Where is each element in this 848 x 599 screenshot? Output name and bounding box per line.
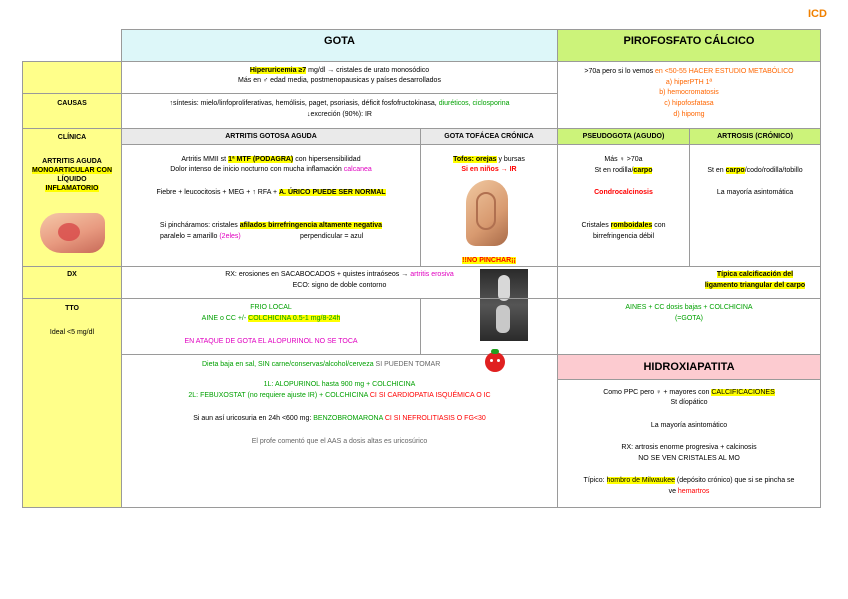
gota-causas-line-1: ↑síntesis: mielo/linfoproliferativas, hemólisis, paget, psoriasis, déficit fosfofructokinasa, diuréticos, ciclosporina	[169, 100, 510, 107]
left-divider-dx	[22, 266, 122, 267]
ear-inner-fold	[476, 192, 496, 230]
pseudo-line-3: Condrocalcinosis	[594, 189, 653, 196]
aguda-line-5b: perpendicular = azul	[300, 233, 364, 240]
diet-line: Dieta baja en sal, SIN carne/conservas/alcohol/cerveza SI PUEDEN TOMAR	[202, 361, 441, 368]
piro-causas-line-1: >70a pero si lo vemos en <50-55 HACER ESTUDIO METABÓLICO	[584, 68, 794, 75]
gota-def-line-2: Más en ♂ edad media, postmenopausicas y países desarrollados	[238, 77, 441, 84]
left-divider-clinica	[22, 128, 122, 129]
sub-header-artrosis-label: ARTROSIS (CRÓNICO)	[717, 133, 793, 140]
gota-def-line-1: Hiperuricemia ≥7 mg/dl → cristales de urato monosódico	[249, 67, 430, 74]
line-3: Si aun así uricosuria en 24h <600 mg: BENZOBROMARONA CI SI NEFROLITIASIS O FG<30	[193, 415, 486, 422]
piro-causas-line-2: a) hiperPTH 1ª	[665, 79, 713, 86]
label-artritis-3: LÍQUIDO	[57, 176, 87, 183]
piro-dx-line-1: Típica calcificación del	[716, 271, 794, 278]
pseudo-line-2: St en rodilla/carpo	[594, 167, 653, 174]
hidro-header-title: HIDROXIAPATITA	[643, 361, 735, 373]
gota-dx-line-1: RX: erosiones en SACABOCADOS + quistes intraóseos → artritis erosiva	[225, 271, 454, 278]
artrosis-line-1: St en carpo/codo/rodilla/tobillo	[707, 167, 803, 174]
tofacea-line-2: Si en niños → IR	[461, 166, 517, 173]
no-pinchar-warning: !!NO PINCHAR¡¡	[462, 257, 516, 264]
pseudo-line-4: Cristales romboidales con	[581, 222, 666, 229]
corner-label: ICD	[808, 8, 827, 20]
label-artritis-4: INFLAMATORIO	[45, 185, 99, 192]
label-artritis-2: MONOARTICULAR CON	[31, 167, 113, 174]
sub-header-pseudo-label: PSEUDOGOTA (AGUDO)	[582, 133, 665, 140]
piro-causas-line-4: c) hipofosfatasa	[664, 100, 714, 107]
gota-tto-line-3: EN ATAQUE DE GOTA EL ALOPURINOL NO SE TOCA	[184, 338, 358, 345]
aguda-line-3: Fiebre + leucocitosis + MEG + ↑ RFA + A. ÚRICO PUEDE SER NORMAL	[156, 189, 386, 196]
gota-header-title: GOTA	[324, 35, 355, 47]
hidro-line-1: Como PPC pero ♀ + mayores con CALCIFICACIONES	[603, 389, 775, 396]
aguda-line-4: Si pincháramos: cristales afilados birrefringencia altamente negativa	[159, 222, 383, 229]
aguda-line-1: Artritis MMII st 1ª MTF (PODAGRA) con hipersensibilidad	[181, 156, 361, 163]
piro-header	[557, 29, 821, 62]
aguda-line-5a: paralelo = amarillo (2eles)	[160, 233, 241, 240]
artrosis-cell	[689, 144, 821, 267]
gota-causas-line-2: ↓excreción (90%): IR	[307, 111, 372, 118]
line-1l: 1L: ALOPURINOL hasta 900 mg + COLCHICINA	[263, 381, 416, 388]
hidro-header	[557, 354, 821, 380]
sub-header-aguda-label: ARTRITIS GOTOSA AGUDA	[225, 133, 317, 140]
gota-chronic-cell	[121, 354, 558, 508]
label-clinica: CLÍNICA	[57, 134, 87, 141]
piro-causas-line-5: d) hipomg	[673, 111, 705, 118]
label-dx: DX	[67, 271, 77, 278]
foot-gout-image	[40, 213, 105, 253]
gota-header	[121, 29, 558, 62]
tofacea-line-1: Tofos: orejas y bursas	[453, 156, 525, 163]
piro-header-title: PIROFOSFATO CÁLCICO	[623, 35, 755, 47]
hidro-line-4: RX: artrosis enorme progresiva + calcinosis	[621, 444, 757, 451]
artrosis-line-2: La mayoría asintomática	[716, 189, 794, 196]
pseudo-line-1: Más ♀ >70a	[604, 156, 643, 163]
piro-tto-line-1: AINES + CC dosis bajas + COLCHICINA	[625, 304, 753, 311]
piro-dx-line-2: ligamento triangular del carpo	[704, 282, 806, 289]
tomato-icon	[485, 352, 505, 372]
line-2l: 2L: FEBUXOSTAT (no requiere ajuste IR) + COLCHICINA CI SI CARDIOPATIA ISQUÉMICA O IC	[188, 392, 491, 399]
hidro-line-7: ve hemartros	[668, 488, 710, 495]
label-ideal: Ideal <5 mg/dl	[49, 329, 95, 336]
tomato-eye-right	[497, 359, 500, 362]
tomato-leaf	[491, 349, 499, 354]
hidro-line-5: NO SE VEN CRISTALES AL MO	[638, 455, 740, 462]
gota-tto-line-2: AINE o CC +/- COLCHICINA 0.5-1 mg/8-24h	[201, 315, 341, 322]
xray-tto-cell	[420, 298, 558, 355]
tomato-eye-left	[490, 359, 493, 362]
gota-tto-line-1: FRIO LOCAL	[250, 304, 292, 311]
sub-header-tofacea-label: GOTA TOFÁCEA CRÓNICA	[444, 133, 534, 140]
hidro-line-2: St díopático	[670, 399, 708, 406]
hidro-line-3: La mayoría asintomático	[650, 422, 728, 429]
piro-causas-line-3: b) hemocromatosis	[659, 89, 719, 96]
piro-tto-line-2: (=GOTA)	[674, 315, 704, 322]
left-divider-tto	[22, 298, 122, 299]
aguda-line-2: Dolor intenso de inicio nocturno con mucha inflamación calcanea	[170, 166, 372, 173]
label-artritis-1: ARTRITIS AGUDA	[42, 158, 102, 165]
hidro-line-6: Típico: hombro de Milwaukee (depósito crónico) que si se pincha se	[583, 477, 795, 484]
gota-dx-line-2: ECO: signo de doble contorno	[292, 282, 387, 289]
label-tto: TTO	[65, 305, 79, 312]
ear-tophi-image	[466, 180, 508, 246]
pseudo-line-5: birrefringencia débil	[592, 233, 655, 240]
note-aas: El profe comentó que el AAS a dosis altas es uricosúrico	[251, 438, 428, 445]
left-divider-causas	[22, 93, 122, 94]
toe-swelling-mark	[58, 223, 80, 241]
label-causas: CAUSAS	[57, 100, 87, 107]
